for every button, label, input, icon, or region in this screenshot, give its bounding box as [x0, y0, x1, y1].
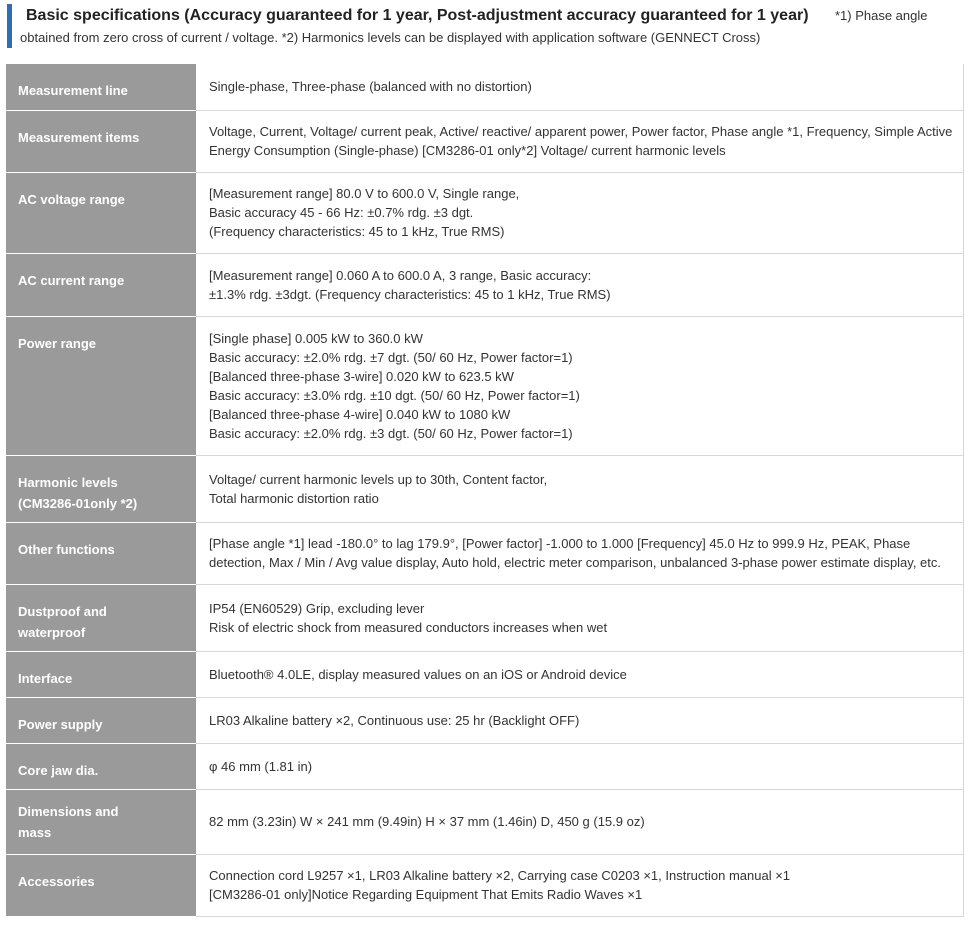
spec-row [6, 697, 964, 743]
header-title-line [26, 4, 963, 28]
spec-value-line: Voltage/ current harmonic levels up to 30th, Content factor, [209, 471, 548, 487]
spec-row [6, 253, 964, 316]
spec-value-line: LR03 Alkaline battery ×2, Continuous use: 25 hr (Backlight OFF) [209, 712, 580, 728]
spec-row [6, 584, 964, 651]
spec-value-line: Bluetooth® 4.0LE, display measured values on an iOS or Android device [209, 666, 627, 682]
spec-value [196, 172, 964, 253]
spec-value-line: Single-phase, Three-phase (balanced with no distortion) [209, 79, 532, 95]
spec-label-line: Power supply [18, 716, 103, 732]
spec-label-line: AC voltage range [18, 191, 125, 207]
spec-value [196, 697, 964, 743]
spec-value-line: [CM3286-01 only]Notice Regarding Equipment That Emits Radio Waves ×1 [209, 887, 643, 902]
spec-value-line: [Phase angle *1] lead -180.0° to lag 179.9°, [Power factor] -1.000 to 1.000 [Frequency] 45.0 Hz to 999.9 Hz, PEAK, Phase [209, 536, 911, 551]
spec-label [6, 743, 196, 789]
spec-label-line: Dustproof and [18, 603, 107, 619]
spec-value [196, 316, 964, 455]
spec-row [6, 316, 964, 455]
spec-value-line: detection, Max / Min / Avg value display, Auto hold, electric meter comparison, unbalanced 3-phase power estimate display, etc. [209, 555, 941, 570]
spec-label [6, 455, 196, 522]
spec-label-line: (CM3286-01only *2) [18, 495, 138, 511]
spec-value [196, 651, 964, 697]
spec-title: Basic specifications (Accuracy guaranteed for 1 year, Post-adjustment accuracy guaranteed for 1 year) [26, 7, 809, 24]
spec-label-line: Core jaw dia. [18, 762, 99, 778]
spec-value-line: [Balanced three-phase 4-wire] 0.040 kW to 1080 kW [209, 406, 511, 422]
spec-value-line: Basic accuracy 45 - 66 Hz: ±0.7% rdg. ±3 dgt. [209, 205, 474, 220]
spec-value [196, 743, 964, 789]
spec-table-body [6, 64, 964, 916]
spec-label-line: AC current range [18, 272, 125, 288]
spec-value-line: Voltage, Current, Voltage/ current peak, Active/ reactive/ apparent power, Power factor, Phase angle *1, Frequency, Simple Active [209, 124, 953, 139]
spec-label-line: Measurement line [18, 83, 128, 98]
spec-row [6, 110, 964, 172]
spec-label [6, 522, 196, 584]
spec-label-line: Dimensions and [18, 803, 119, 819]
spec-row [6, 651, 964, 697]
spec-label-line: Power range [18, 335, 97, 351]
spec-value-line: Basic accuracy: ±3.0% rdg. ±10 dgt. (50/ 60 Hz, Power factor=1) [209, 387, 580, 403]
spec-value [196, 584, 964, 651]
spec-value-line: Risk of electric shock from measured conductors increases when wet [209, 619, 608, 635]
spec-value-line: Energy Consumption (Single-phase) [CM3286-01 only*2] Voltage/ current harmonic levels [209, 143, 726, 158]
footnote-continued: obtained from zero cross of current / voltage. *2) Harmonics levels can be displayed with application software (GENNECT Cross) [20, 30, 761, 45]
spec-label [6, 584, 196, 651]
spec-value [196, 253, 964, 316]
spec-header [7, 4, 963, 48]
spec-row [6, 455, 964, 522]
spec-row [6, 789, 964, 854]
spec-value-line: φ 46 mm (1.81 in) [209, 758, 313, 774]
spec-value-line: [Balanced three-phase 3-wire] 0.020 kW to 623.5 kW [209, 368, 514, 384]
spec-value-line: 82 mm (3.23in) W × 241 mm (9.49in) H × 37 mm (1.46in) D, 450 g (15.9 oz) [209, 814, 645, 829]
spec-value-line: Basic accuracy: ±2.0% rdg. ±7 dgt. (50/ 60 Hz, Power factor=1) [209, 349, 573, 365]
spec-value-line: ±1.3% rdg. ±3dgt. (Frequency characteristics: 45 to 1 kHz, True RMS) [209, 286, 611, 302]
spec-row [6, 854, 964, 916]
spec-label-line: Interface [18, 670, 73, 686]
spec-value-line: [Measurement range] 0.060 A to 600.0 A, 3 range, Basic accuracy: [209, 267, 592, 283]
spec-label [6, 253, 196, 316]
spec-label-line: Other functions [18, 541, 115, 557]
spec-value-line: [Single phase] 0.005 kW to 360.0 kW [209, 330, 423, 346]
footnote-phase-angle: *1) Phase angle [834, 8, 928, 23]
spec-label [6, 789, 196, 854]
spec-label-line: waterproof [18, 624, 86, 640]
spec-value-line: (Frequency characteristics: 45 to 1 kHz, True RMS) [209, 224, 505, 239]
spec-value-line: Basic accuracy: ±2.0% rdg. ±3 dgt. (50/ 60 Hz, Power factor=1) [209, 425, 573, 441]
spec-label [6, 697, 196, 743]
spec-label [6, 64, 196, 110]
spec-row [6, 522, 964, 584]
spec-value [196, 455, 964, 522]
spec-value [196, 789, 964, 854]
spec-row [6, 743, 964, 789]
spec-label [6, 172, 196, 253]
spec-label-line: mass [18, 824, 52, 840]
spec-row [6, 64, 964, 110]
spec-value [196, 522, 964, 584]
spec-value-line: Total harmonic distortion ratio [209, 490, 379, 506]
spec-label [6, 110, 196, 172]
spec-label-line: Accessories [18, 873, 95, 889]
spec-label-line: Measurement items [18, 129, 140, 145]
spec-value [196, 64, 964, 110]
spec-label [6, 651, 196, 697]
spec-row [6, 172, 964, 253]
spec-label [6, 854, 196, 916]
spec-value-line: Connection cord L9257 ×1, LR03 Alkaline battery ×2, Carrying case C0203 ×1, Instruction manual ×1 [209, 868, 791, 883]
spec-label [6, 316, 196, 455]
spec-value-line: [Measurement range] 80.0 V to 600.0 V, Single range, [209, 186, 520, 201]
spec-value [196, 110, 964, 172]
spec-table [6, 64, 964, 917]
spec-value-line: IP54 (EN60529) Grip, excluding lever [209, 600, 425, 616]
spec-label-line: Harmonic levels [18, 474, 118, 490]
spec-value [196, 854, 964, 916]
